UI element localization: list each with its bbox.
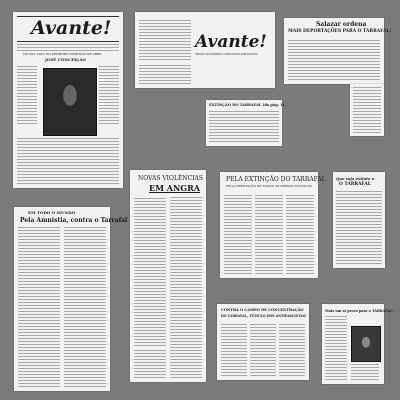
text-column [286, 194, 314, 274]
text-block [139, 64, 191, 84]
text-column [18, 227, 60, 387]
small-photo [351, 326, 381, 362]
text-block [336, 190, 382, 264]
heading-tumulo: DO TARRAFAL, TÚMULO DOS ANTIFASCISTAS! [221, 314, 307, 318]
text-block [17, 43, 119, 51]
text-column [17, 64, 37, 124]
mais-um-preso-clipping [322, 304, 395, 384]
text-column [99, 64, 119, 124]
text-column [224, 194, 252, 274]
masthead: Avante! [31, 17, 112, 39]
extincao-tarrafal-article-clipping [220, 172, 326, 278]
heading-mais-um-preso: Mais um ai preso para o TARRAFAL! [325, 309, 395, 313]
subtitle: JOSÉ CONCEIÇÃO [45, 57, 86, 62]
deportations-article-clipping [284, 18, 392, 84]
text-column [170, 196, 202, 378]
angra-article-clipping [130, 170, 206, 382]
text-block [288, 38, 380, 80]
heading-deportations: MAIS DEPORTAÇÕES PARA O TARRAFAL! [288, 29, 392, 34]
heading-salazar: Salazar ordena [316, 21, 367, 28]
portrait-photo [43, 68, 97, 136]
masthead-subtitle: ÓRGÃO DO PARTIDO COMUNISTA PORTUGUÊS [195, 53, 258, 56]
deportations-article-continued-clipping [350, 84, 384, 136]
heading-tarrafal: O TARRAFAL [339, 182, 371, 187]
headline: NO XXV ANIV. DO PRIMEIRO DOMINGO DE ABRIL [23, 52, 103, 56]
text-column [279, 322, 305, 376]
text-column [64, 227, 106, 387]
heading-extincao: EXTINÇÃO DO TARRAFAL (da pág. 1) [209, 103, 285, 107]
heading-contra-campo: CONTRA O CAMPO DE CONCENTRAÇÃO [221, 308, 304, 312]
text-block [139, 20, 191, 60]
masthead-rule [17, 41, 119, 42]
heading-que-seja: Que seja extinto o [336, 176, 375, 181]
text-block [17, 138, 119, 184]
campo-concentracao-clipping [217, 304, 309, 380]
text-column [255, 194, 283, 274]
text-block [209, 110, 279, 142]
newspaper-front-page-clipping [13, 12, 123, 188]
text-column [221, 322, 247, 376]
kicker: EM TODO O MUNDO [28, 210, 76, 215]
newspaper-masthead-clipping [135, 12, 275, 88]
text-column [134, 196, 166, 346]
que-seja-extinto-clipping [333, 172, 385, 268]
text-column [250, 322, 276, 376]
extincao-continued-clipping [206, 100, 285, 146]
amnistia-article-clipping [14, 207, 128, 391]
heading-novas-violencias: NOVAS VIOLÊNCIAS [138, 175, 203, 182]
text-block [351, 364, 379, 380]
heading-libertacao: PELA LIBERTAÇÃO DE TODOS OS PRESOS POLÍTICOS [226, 184, 312, 188]
heading-pela-extincao: PELA EXTINÇÃO DO TARRAFAL [226, 176, 326, 183]
heading-em-angra: EM ANGRA [149, 183, 200, 193]
text-column [325, 316, 347, 380]
text-block [353, 87, 381, 133]
text-column [134, 350, 166, 378]
masthead: Avante! [195, 32, 267, 52]
headline-amnistia: Pela Amnistia, contra o Tarrafal [20, 217, 128, 224]
